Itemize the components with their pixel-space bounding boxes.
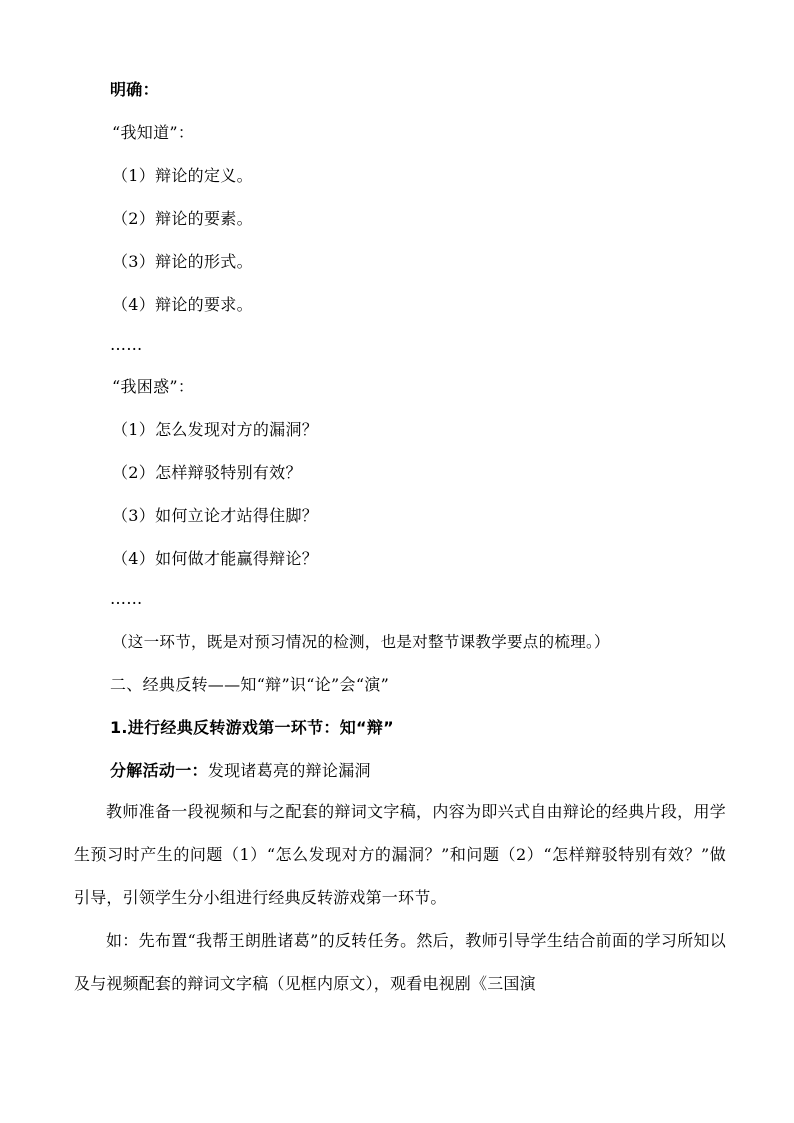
confused-ellipsis: …… <box>110 589 143 608</box>
know-item: （2）辩论的要素。 <box>112 209 253 228</box>
know-item: （1）辩论的定义。 <box>112 166 253 185</box>
know-item: （4）辩论的要求。 <box>112 295 253 314</box>
confused-item: （2）怎样辩驳特别有效？ <box>112 463 302 482</box>
confused-item: （4）如何做才能赢得辩论？ <box>112 549 319 568</box>
know-heading: “我知道”： <box>112 123 195 142</box>
confused-item: （3）如何立论才站得住脚？ <box>112 506 319 525</box>
step-heading: 1.进行经典反转游戏第一环节：知“辩” <box>110 718 394 737</box>
activity-label: 分解活动一： <box>110 761 208 780</box>
activity-line <box>110 761 371 781</box>
body-paragraph: 如：先布置“我帮王朗胜诸葛”的反转任务。然后，教师引导学生结合前面的学习所知以及与视频配套的辩词文字稿（见框内原文），观看电视剧《三国演 <box>74 931 726 993</box>
activity-text: 发现诸葛亮的辩论漏洞 <box>207 761 371 780</box>
body-paragraph: 教师准备一段视频和与之配套的辩词文字稿，内容为即兴式自由辩论的经典片段，用学生预习时产生的问题（1）“怎么发现对方的漏洞？”和问题（2）“怎样辩驳特别有效？”做引导，引领学生分小组进行经典反转游戏第一环节。 <box>74 802 726 907</box>
clarify-label: 明确： <box>110 80 159 99</box>
section-heading: 二、经典反转——知“辩”识“论”会“演” <box>110 675 390 694</box>
know-item: （3）辩论的形式。 <box>112 252 253 271</box>
confused-heading: “我困惑”： <box>112 377 195 396</box>
section-note: （这一环节，既是对预习情况的检测，也是对整节课教学要点的梳理。） <box>112 633 610 651</box>
know-ellipsis: …… <box>110 335 143 354</box>
confused-item: （1）怎么发现对方的漏洞？ <box>112 420 319 439</box>
